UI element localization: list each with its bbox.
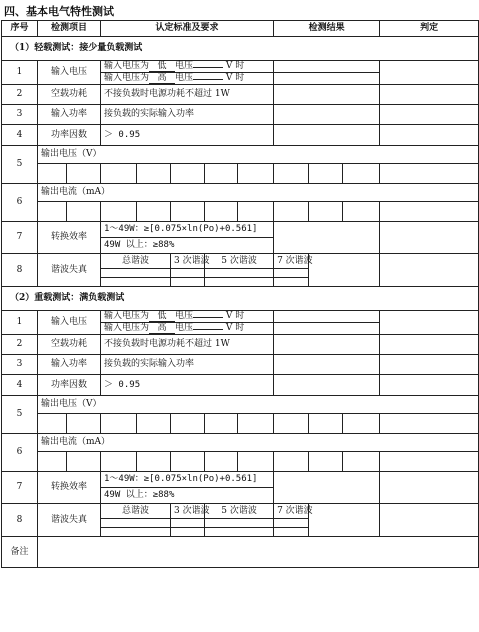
blank-line [193,317,223,318]
data-cell [380,202,479,222]
volt-unit-text: V 时 [225,61,245,71]
table-row [2,184,479,202]
thd-7th-header: 7 次谐波 [274,254,309,269]
data-cell [205,164,238,184]
item-efficiency: 转换效率 [38,472,101,504]
data-cell [101,278,171,287]
table-row [2,85,479,105]
section-light-load-title: （1）轻载测试：接少量负载测试 [2,37,479,61]
output-current-cells-row [2,452,479,472]
table-row [2,61,479,73]
data-cell [380,452,479,472]
data-cell [274,278,309,287]
data-cell [137,202,171,222]
std-input-voltage-low [101,311,274,323]
item-output-current: 输出电流（mA） [38,184,479,202]
data-cell [171,528,205,537]
result-cell [274,105,380,125]
data-cell [171,278,205,287]
verdict-cell [380,504,479,537]
std-power-factor: ＞ 0.95 [101,125,274,146]
table-row [2,222,479,238]
remarks-label: 备注 [2,537,38,568]
col-header-seq: 序号 [2,21,38,37]
result-cell [274,323,380,335]
verdict-cell [380,105,479,125]
section-full-load-title: （2）重载测试：满负载测试 [2,287,479,311]
data-cell [343,414,380,434]
result-cell [274,222,380,254]
data-cell [171,164,205,184]
output-voltage-cells-row [2,164,479,184]
item-power-factor: 功率因数 [38,125,101,146]
seq-cell: 8 [2,254,38,287]
std-power-factor: ＞ 0.95 [101,375,274,396]
data-cell [274,452,309,472]
data-cell [343,202,380,222]
data-cell [343,452,380,472]
table-row [2,375,479,396]
section-full-load-row [2,287,479,311]
std-noload-power: 不接负载时电源功耗不超过 1W [101,85,274,105]
voltage-word-text: 电压 [175,311,194,321]
data-cell [137,452,171,472]
result-cell [274,85,380,105]
data-cell [343,164,380,184]
table-row [2,254,479,269]
data-cell [380,414,479,434]
data-cell [101,452,137,472]
data-cell [38,414,67,434]
level-low-text: 低 [149,311,175,322]
table-row [2,105,479,125]
section-title: 四、基本电气特性测试 [4,5,114,18]
remarks-row [2,537,479,568]
level-high-text: 高 [149,323,175,334]
col-header-result: 检测结果 [274,21,380,37]
std-input-voltage-high [101,73,274,85]
seq-cell: 2 [2,85,38,105]
seq-cell: 4 [2,125,38,146]
data-cell [274,269,309,278]
std-input-voltage-high [101,323,274,335]
blank-line [193,79,223,80]
result-cell [274,375,380,396]
data-cell [67,414,101,434]
data-cell [67,202,101,222]
data-cell [171,519,205,528]
item-harmonic-distortion: 谐波失真 [38,504,101,537]
seq-cell: 7 [2,222,38,254]
output-voltage-cells-row [2,414,479,434]
table-row [2,504,479,519]
std-prefix-text: 输入电压为 [104,323,150,333]
data-cell [101,164,137,184]
data-cell [205,414,238,434]
verdict-cell [380,335,479,355]
volt-unit-text: V 时 [225,73,245,83]
item-input-power: 输入功率 [38,355,101,375]
data-cell [274,202,309,222]
thd-5th-header: 5 次谐波 [205,504,274,519]
data-cell [238,414,274,434]
seq-cell: 1 [2,61,38,85]
seq-cell: 8 [2,504,38,537]
verdict-cell [380,85,479,105]
voltage-word-text: 电压 [175,73,194,83]
data-cell [205,452,238,472]
item-output-current: 输出电流（mA） [38,434,479,452]
data-cell [309,504,380,537]
std-efficiency-line2: 49W 以上：≥88% [101,488,274,504]
item-noload-power: 空载功耗 [38,85,101,105]
data-cell [101,202,137,222]
seq-cell: 6 [2,184,38,222]
item-output-voltage: 输出电压（V） [38,396,479,414]
data-cell [38,452,67,472]
table-row [2,335,479,355]
data-cell [38,202,67,222]
seq-cell: 1 [2,311,38,335]
table-row [2,355,479,375]
result-cell [274,335,380,355]
std-prefix-text: 输入电压为 [104,73,150,83]
verdict-cell [380,222,479,254]
thd-total-header: 总谐波 [101,504,171,519]
blank-line [193,67,223,68]
data-cell [101,269,171,278]
data-cell [205,278,274,287]
std-input-power: 接负载的实际输入功率 [101,105,274,125]
seq-cell: 7 [2,472,38,504]
result-cell [274,125,380,146]
verdict-cell [380,311,479,335]
data-cell [67,452,101,472]
std-efficiency-line1: 1～49W：≥[0.075×ln(Po)+0.561] [101,222,274,238]
verdict-cell [380,472,479,504]
data-cell [137,414,171,434]
data-cell [238,164,274,184]
blank-line [193,329,223,330]
verdict-cell [380,375,479,396]
data-cell [67,164,101,184]
verdict-cell [380,355,479,375]
result-cell [274,311,380,323]
seq-cell: 4 [2,375,38,396]
seq-cell: 3 [2,105,38,125]
data-cell [274,414,309,434]
seq-cell: 2 [2,335,38,355]
thd-3rd-header: 3 次谐波 [171,504,205,519]
data-cell [101,528,171,537]
std-input-power: 接负载的实际输入功率 [101,355,274,375]
result-cell [274,472,380,504]
data-cell [205,519,274,528]
data-cell [101,519,171,528]
verdict-cell [380,254,479,287]
voltage-word-text: 电压 [175,323,194,333]
thd-7th-header: 7 次谐波 [274,504,309,519]
col-header-item: 检测项目 [38,21,101,37]
data-cell [274,528,309,537]
std-efficiency-line1: 1～49W：≥[0.075×ln(Po)+0.561] [101,472,274,488]
verdict-cell [380,125,479,146]
std-prefix-text: 输入电压为 [104,61,150,71]
data-cell [309,414,343,434]
data-cell [380,164,479,184]
section-light-load-row [2,37,479,61]
remarks-field[interactable] [38,537,479,568]
table-row [2,472,479,488]
seq-cell: 3 [2,355,38,375]
table-row [2,146,479,164]
std-noload-power: 不接负载时电源功耗不超过 1W [101,335,274,355]
result-cell [274,73,380,85]
data-cell [274,519,309,528]
result-cell [274,61,380,73]
data-cell [205,269,274,278]
std-prefix-text: 输入电压为 [104,311,150,321]
item-input-voltage: 输入电压 [38,61,101,85]
item-input-power: 输入功率 [38,105,101,125]
data-cell [171,202,205,222]
item-noload-power: 空载功耗 [38,335,101,355]
data-cell [171,269,205,278]
table-row [2,396,479,414]
table-row [2,125,479,146]
seq-cell: 6 [2,434,38,472]
col-header-verdict: 判定 [380,21,479,37]
volt-unit-text: V 时 [225,311,245,321]
std-efficiency-line2: 49W 以上：≥88% [101,238,274,254]
thd-3rd-header: 3 次谐波 [171,254,205,269]
data-cell [171,414,205,434]
data-cell [238,202,274,222]
table-row [2,311,479,323]
seq-cell: 5 [2,146,38,184]
level-high-text: 高 [149,73,175,84]
data-cell [137,164,171,184]
item-power-factor: 功率因数 [38,375,101,396]
data-cell [205,202,238,222]
item-efficiency: 转换效率 [38,222,101,254]
seq-cell: 5 [2,396,38,434]
data-cell [101,414,137,434]
thd-5th-header: 5 次谐波 [205,254,274,269]
level-low-text: 低 [149,61,175,72]
electrical-test-table [1,20,479,568]
item-harmonic-distortion: 谐波失真 [38,254,101,287]
item-input-voltage: 输入电压 [38,311,101,335]
data-cell [309,452,343,472]
table-header-row [2,21,479,37]
output-current-cells-row [2,202,479,222]
thd-total-header: 总谐波 [101,254,171,269]
item-output-voltage: 输出电压（V） [38,146,479,164]
data-cell [309,202,343,222]
data-cell [274,164,309,184]
verdict-cell [380,61,479,85]
data-cell [238,452,274,472]
data-cell [205,528,274,537]
data-cell [309,164,343,184]
data-cell [309,254,380,287]
table-row [2,434,479,452]
data-cell [171,452,205,472]
result-cell [274,355,380,375]
volt-unit-text: V 时 [225,323,245,333]
voltage-word-text: 电压 [175,61,194,71]
data-cell [38,164,67,184]
col-header-standard: 认定标准及要求 [101,21,274,37]
std-input-voltage-low [101,61,274,73]
